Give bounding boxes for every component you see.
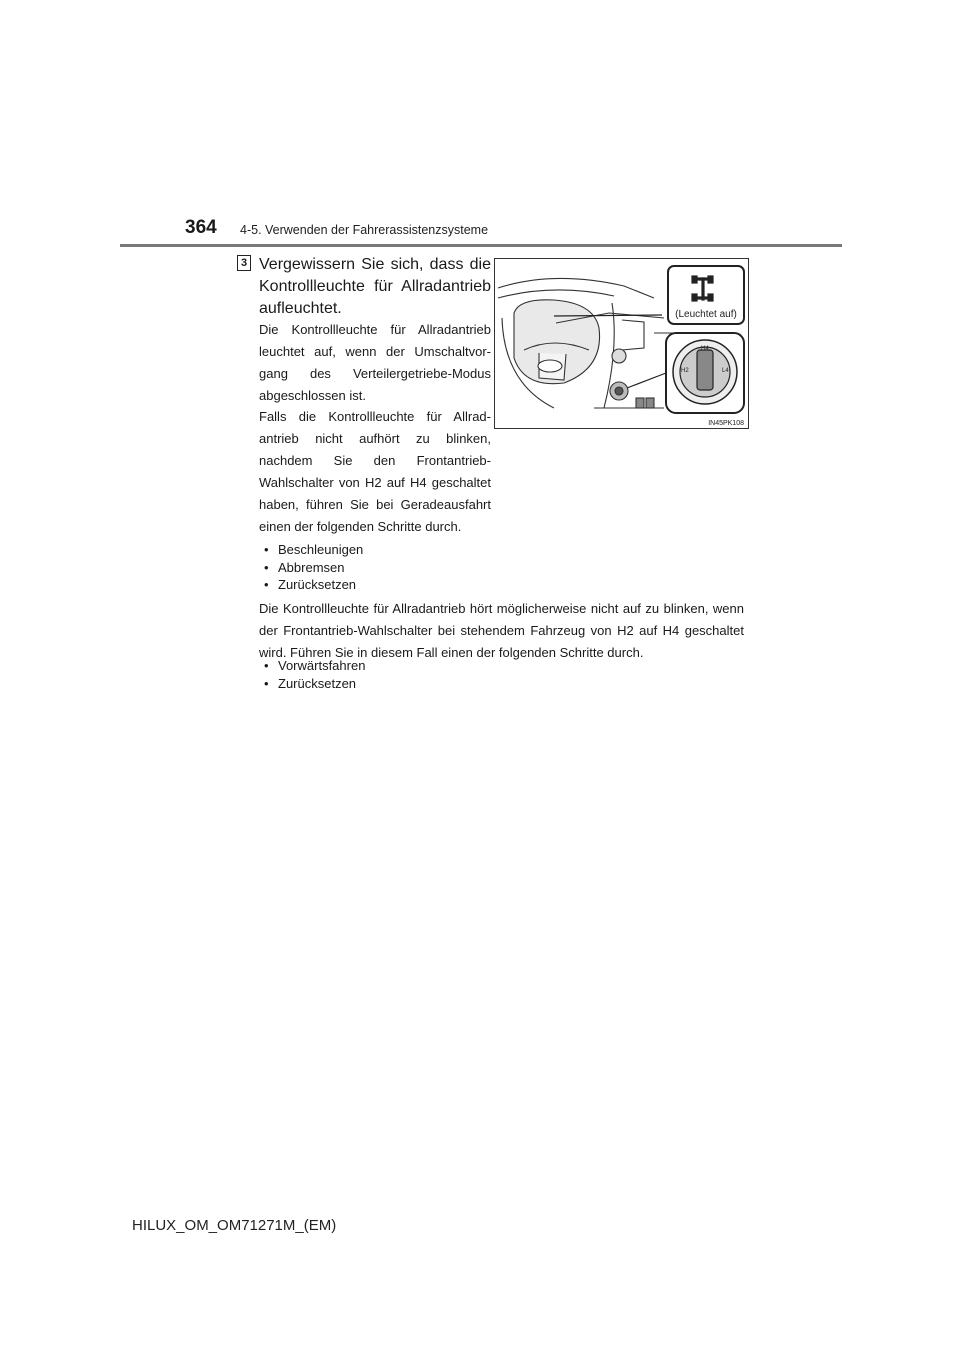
step-title: Vergewissern Sie sich, dass die Kontrollleuchte für Allradantrieb aufleuchtet.	[259, 256, 491, 317]
bullet-list-stationary	[264, 657, 365, 692]
dashboard-illustration	[494, 258, 749, 429]
bullet-list-driving	[264, 541, 363, 594]
figure-code: IN45PK108	[708, 420, 744, 427]
step-number-badge: 3	[237, 255, 251, 271]
paragraph-indicator-on: Die Kontrollleuchte für Allradantrieb leuchtet auf, wenn der Umschaltvor- gang des Verteilergetriebe-Modus abgeschlossen ist.	[259, 322, 491, 403]
footer-doc-id: HILUX_OM_OM71271M_(EM)	[132, 1217, 337, 1234]
dial-label-l4: L4	[722, 368, 729, 374]
paragraph-indicator-blinking: Falls die Kontrollleuchte für Allrad- antrieb nicht aufhört zu blinken, nachdem Sie den Frontantrieb- Wahlschalter von H2 auf H4 geschaltet haben, führen Sie bei Geradeausfahrt einen der folgenden Schritte durch.	[259, 409, 491, 534]
paragraph-stationary: Die Kontrollleuchte für Allradantrieb hört möglicherweise nicht auf zu blinken, wenn der Frontantrieb-Wahlschalter bei stehendem Fahrzeug von H2 auf H4 geschaltet wird. Führen Sie in diesem Fall einen der folgenden Schritte durch.	[259, 601, 744, 660]
list-item: • Zurücksetzen	[264, 576, 363, 594]
section-title: 4-5. Verwenden der Fahrerassistenzsysteme	[240, 223, 489, 237]
header-rule	[120, 244, 842, 247]
list-item: • Zurücksetzen	[264, 675, 365, 693]
dial-label-h2: H2	[681, 368, 689, 374]
list-item: • Vorwärtsfahren	[264, 657, 365, 675]
list-item: • Abbremsen	[264, 559, 363, 577]
list-item: • Beschleunigen	[264, 541, 363, 559]
indicator-label: (Leuchtet auf)	[675, 309, 737, 320]
page-number: 364	[185, 217, 217, 238]
dial-label-h4: H4	[701, 346, 709, 352]
